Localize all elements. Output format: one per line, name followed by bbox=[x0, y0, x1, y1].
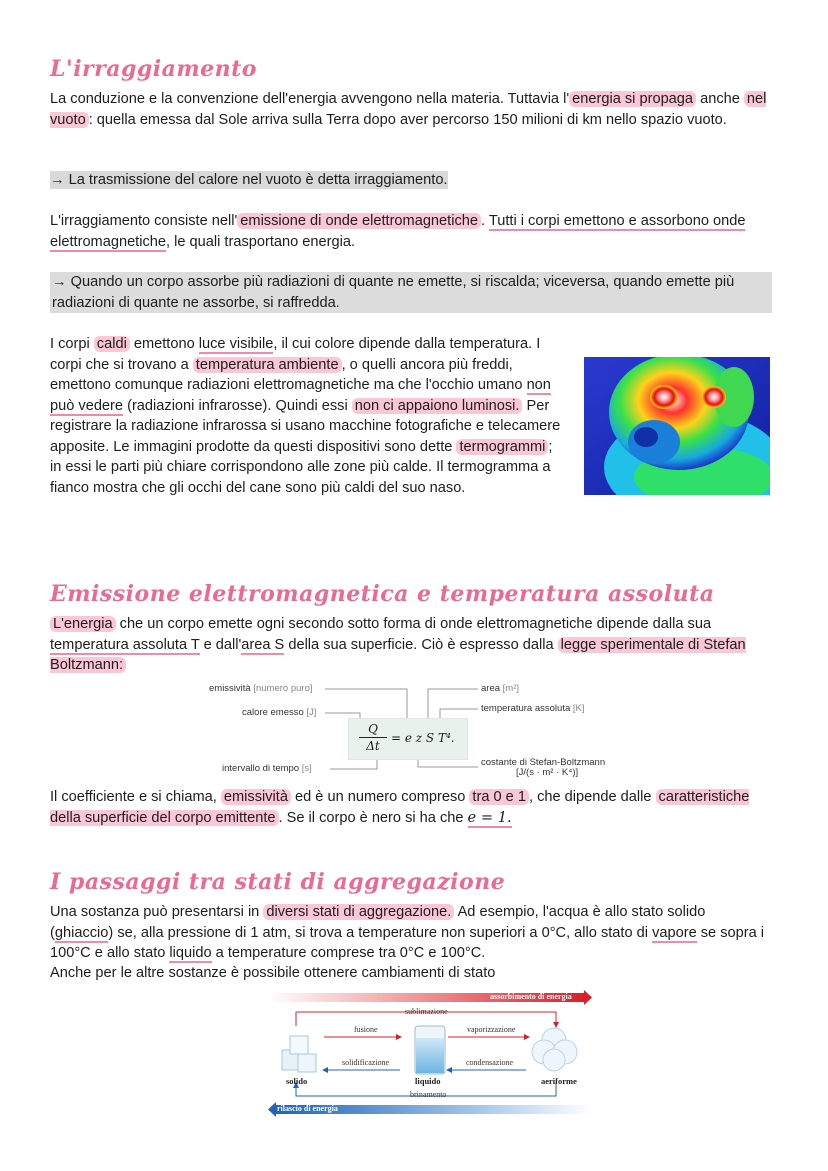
label-vaporization: vaporizzazione bbox=[467, 1025, 516, 1034]
stefan-boltzmann-formula-figure bbox=[200, 680, 640, 780]
label-interval: intervallo di tempo [s] bbox=[222, 763, 312, 774]
section-title-irraggiamento: L'irraggiamento bbox=[50, 56, 257, 82]
equation: e = 1. bbox=[467, 808, 512, 826]
label-temperature: temperatura assoluta [K] bbox=[481, 703, 585, 714]
highlight: temperatura ambiente bbox=[193, 357, 342, 373]
paragraph-emissivity: Il coefficiente e si chiama, emissività ed è un numero compreso tra 0 e 1 , che dipende dalle caratteristiche della superficie del corpo emittente . Se il corpo è nero si ha che e = 1. bbox=[50, 789, 750, 826]
label-release: rilascio di energia bbox=[277, 1104, 338, 1113]
section-title-passaggi: I passaggi tra stati di aggregazione bbox=[50, 869, 506, 895]
fraction: $\frac{Q}{\Delta t}$ bbox=[359, 722, 387, 754]
highlight: diversi stati di aggregazione. bbox=[263, 904, 454, 920]
label-constant: costante di Stefan-Boltzmann bbox=[481, 757, 606, 768]
highlight: termogrammi bbox=[456, 439, 548, 455]
underline: vapore bbox=[652, 924, 697, 941]
label-liquid: liquido bbox=[415, 1076, 441, 1086]
formula-box bbox=[348, 718, 468, 760]
highlight: energia si propaga bbox=[569, 91, 696, 107]
label-sublimation: sublimazione bbox=[405, 1007, 448, 1016]
highlight: non ci appaiono luminosi. bbox=[352, 398, 523, 414]
underline: temperatura assoluta T bbox=[50, 636, 200, 653]
section-title-emissione: Emissione elettromagnetica e temperatura assoluta bbox=[50, 581, 715, 607]
label-area: area [m²] bbox=[481, 683, 520, 694]
underline: luce visibile bbox=[198, 336, 274, 352]
highlight: emissione di onde elettromagnetiche bbox=[237, 213, 481, 229]
arrow-note-balance: → Quando un corpo assorbe più radiazioni di quante ne emette, si riscalda; viceversa, quando emette più radiazioni di quante ne assorbe, si raffredda. bbox=[50, 272, 772, 313]
underline: non può vedere bbox=[50, 377, 551, 414]
label-solid: solido bbox=[286, 1076, 308, 1086]
label-fusion: fusione bbox=[354, 1025, 378, 1034]
underline: Tutti i corpi emettono e assorbono onde elettromagnetiche bbox=[50, 213, 746, 250]
paragraph-states: Una sostanza può presentarsi in diversi stati di aggregazione. Ad esempio, l'acqua è allo stato solido (ghiaccio) se, alla pressione di 1 atm, si trova a temperature non superiori a 0°C, allo stato di vapore se sopra i 100°C e allo stato liquido a temperature comprese tra 0°C e 100°C. bbox=[50, 904, 765, 961]
label-deposition: brinamento bbox=[410, 1090, 447, 1099]
label-constant-unit: [J/(s · m² · K⁴)] bbox=[516, 767, 579, 778]
highlight: nel vuoto bbox=[50, 91, 767, 128]
water-glass-icon bbox=[415, 1026, 445, 1074]
paragraph-intro: La conduzione e la convenzione dell'energia avvengono nella materia. Tuttavia l' energia si propaga anche nel vuoto : quella emessa dal Sole arriva sulla Terra dopo aver percorso 150 milioni di km nello spazio vuoto. bbox=[50, 91, 767, 128]
paragraph-emission: L'irraggiamento consiste nell' emissione di onde elettromagnetiche . Tutti i corpi emettono e assorbono onde elettromagnetiche, le quali trasportano energia. bbox=[50, 213, 746, 250]
highlight: legge sperimentale di Stefan Boltzmann: bbox=[50, 636, 746, 673]
label-absorption: assorbimento di energia bbox=[490, 992, 572, 1001]
underline: liquido bbox=[169, 945, 212, 961]
paragraph-infrared: I corpi caldi emettono luce visibile, il cui colore dipende dalla temperatura. I corpi che si trovano a temperatura ambiente , o quelli ancora più freddi, emettono comunque radiazioni elettromagnetiche ma che l'occhio umano non può vedere (radiazioni infrarosse). Quindi essi non ci appaiono luminosi. Per registrare la radiazione infrarossa si usano macchine fotografiche e telecamere apposite. Le immagini prodotte da questi dispositivi sono dette termogrammi ; in essi le parti più chiare corrispondono alle zone più calde. Il termogramma a fianco mostra che gli occhi del cane sono più caldi del suo naso. bbox=[50, 336, 561, 496]
highlight: caldi bbox=[94, 336, 130, 352]
paragraph-stefan-boltzmann: L'energia che un corpo emette ogni secondo sotto forma di onde elettromagnetiche dipende dalla sua temperatura assoluta T e dall'area S della sua superficie. Ciò è espresso dalla legge sperimentale di Stefan Boltzmann: bbox=[50, 616, 746, 673]
vapor-cloud-icon bbox=[532, 1028, 577, 1071]
highlight: emissività bbox=[221, 789, 291, 805]
highlight: L'energia bbox=[50, 616, 116, 632]
ice-cubes-icon bbox=[282, 1036, 316, 1072]
highlight: tra 0 e 1 bbox=[469, 789, 529, 805]
label-solidification: solidificazione bbox=[342, 1058, 390, 1067]
underline: ghiaccio bbox=[54, 924, 109, 941]
underline: area S bbox=[241, 636, 285, 653]
arrow-note-definition: → La trasmissione del calore nel vuoto è detta irraggiamento. bbox=[50, 172, 448, 188]
label-emissivity: emissività [numero puro] bbox=[209, 683, 313, 694]
label-gas: aeriforme bbox=[541, 1076, 577, 1086]
highlight: caratteristiche della superficie del corpo emittente bbox=[50, 789, 750, 826]
formula-rhs: = e z S T⁴. bbox=[391, 731, 455, 745]
paragraph-other-substances: Anche per le altre sostanze è possibile ottenere cambiamenti di stato bbox=[50, 965, 496, 981]
label-heat: calore emesso [J] bbox=[242, 707, 317, 718]
label-condensation: condensazione bbox=[466, 1058, 514, 1067]
thermogram-dog-image bbox=[584, 357, 770, 495]
state-transitions-diagram bbox=[268, 990, 592, 1118]
